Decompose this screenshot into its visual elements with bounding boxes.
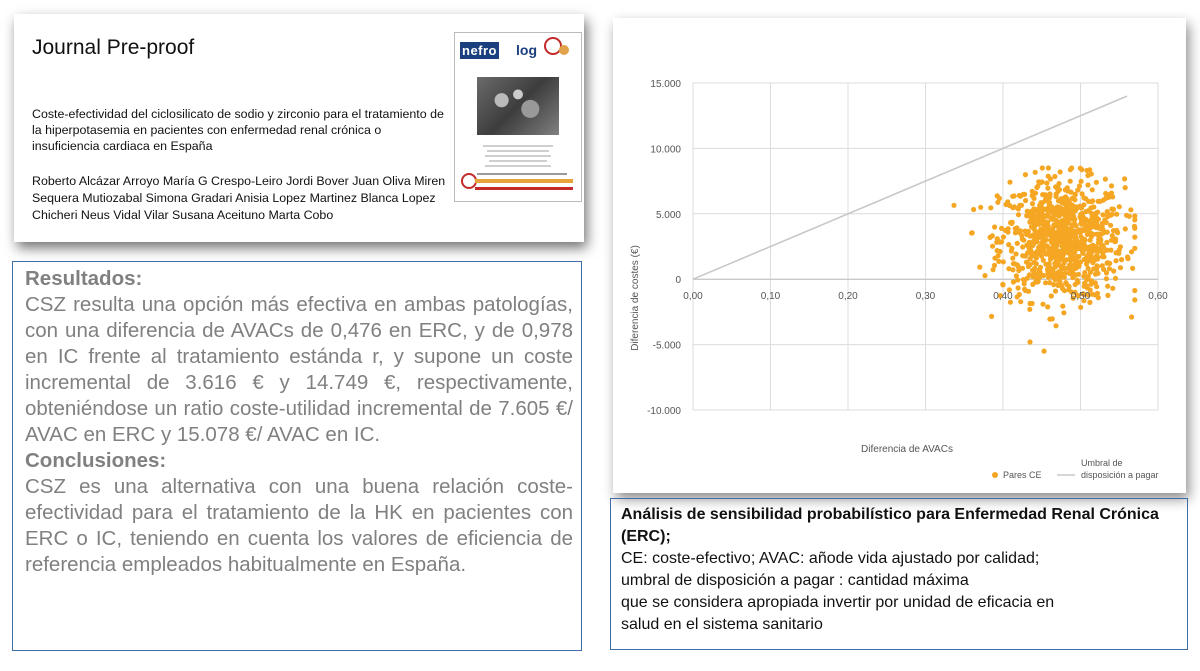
scatter-point (951, 203, 956, 208)
scatter-point (1021, 192, 1026, 197)
scatter-point (1117, 204, 1122, 209)
legend-pares-ce-marker (992, 472, 998, 478)
scatter-point (1130, 266, 1135, 271)
scatter-point (1043, 232, 1048, 237)
scatter-point (1027, 307, 1032, 312)
scatter-point (971, 207, 976, 212)
scatter-point (1028, 250, 1033, 255)
scatter-point (1027, 339, 1032, 344)
scatter-point (1035, 277, 1040, 282)
scatter-point (1113, 276, 1118, 281)
journal-header: Journal Pre-proof (32, 36, 195, 59)
x-tick-label: 0,30 (915, 291, 936, 303)
scatter-point (1034, 233, 1039, 238)
scatter-point (1089, 279, 1094, 284)
scatter-point (1018, 299, 1023, 304)
y-axis-label: Diferencia de costes (€) (630, 245, 641, 351)
scatter-point (1090, 187, 1095, 192)
scatter-point (1067, 237, 1072, 242)
scatter-point (1062, 222, 1067, 227)
scatter-point (1010, 194, 1015, 199)
x-tick-label: 0,20 (838, 291, 858, 303)
scatter-point (1127, 214, 1132, 219)
scatter-point (1068, 179, 1073, 184)
scatter-point (1118, 265, 1123, 270)
scatter-point (1110, 212, 1115, 217)
scatter-point (1132, 246, 1137, 251)
scatter-point (1102, 218, 1107, 223)
scatter-point (990, 233, 995, 238)
scatter-point (1044, 181, 1049, 186)
scatter-point (1024, 232, 1029, 237)
results-text: CSZ resulta una opción más efectiva en ambas patologías, con una diferencia de AVACs de 0,476 en ERC, y de 0,978 en IC frente al tratamiento estánda r, y supone un coste incremental de 3.616 € y 14.749 €, respectivamente, obteniéndose un ratio coste-utilidad incremental de 7.605 €/ AVAC en ERC y 15.078 €/ AVAC en IC. (25, 293, 573, 446)
article-title: Coste-efectividad del ciclosilicato de sodio y zirconio para el tratamiento de la hiperpotasemia en pacientes con enfermedad renal crónica o insuficiencia cardiaca en España (32, 107, 444, 153)
scatter-point (1116, 251, 1121, 256)
scatter-point (1040, 165, 1045, 170)
scatter-point (1132, 226, 1137, 231)
scatter-point (1068, 230, 1073, 235)
scatter-point (1010, 220, 1015, 225)
scatter-point (1000, 282, 1005, 287)
scatter-point (1001, 259, 1006, 264)
scatter-point (1066, 284, 1071, 289)
scatter-point (995, 193, 1000, 198)
scatter-point (982, 273, 987, 278)
scatter-point (1074, 239, 1079, 244)
scatter-point (1110, 286, 1115, 291)
scatter-point (999, 239, 1004, 244)
scatter-point (1033, 228, 1038, 233)
scatter-point (1060, 286, 1065, 291)
scatter-point (1048, 257, 1053, 262)
scatter-point (1062, 242, 1067, 247)
journal-preproof-card (14, 14, 584, 242)
scatter-point (1088, 251, 1093, 256)
scatter-point (1132, 297, 1137, 302)
scatter-point (1099, 231, 1104, 236)
legend-threshold-line1: Umbral de (1081, 458, 1123, 468)
scatter-point (1027, 212, 1032, 217)
scatter-point (1019, 233, 1024, 238)
scatter-point (1104, 270, 1109, 275)
scatter-point (1045, 206, 1050, 211)
scatter-point (1085, 182, 1090, 187)
scatter-point (1119, 257, 1124, 262)
scatter-point (1065, 188, 1070, 193)
scatter-point (1071, 271, 1076, 276)
scatter-point (1014, 225, 1019, 230)
y-tick-label: 15.000 (650, 79, 681, 90)
scatter-point (989, 314, 994, 319)
scatter-point (1123, 185, 1128, 190)
conclusions-heading: Conclusiones: (25, 449, 167, 472)
scatter-point (1122, 176, 1127, 181)
journal-cover-thumbnail (454, 32, 582, 202)
scatter-point (1129, 314, 1134, 319)
scatter-point (1031, 216, 1036, 221)
scatter-point (1034, 261, 1039, 266)
scatter-point (1078, 260, 1083, 265)
scatter-point (1056, 276, 1061, 281)
scatter-point (1123, 226, 1128, 231)
scatter-point (1107, 266, 1112, 271)
scatter-point (1100, 212, 1105, 217)
scatter-point (1128, 207, 1133, 212)
scatter-point (1065, 265, 1070, 270)
scatter-point (1058, 169, 1063, 174)
scatter-point (992, 224, 997, 229)
scatter-point (1085, 231, 1090, 236)
scatter-point (1108, 223, 1113, 228)
scatter-point (1078, 212, 1083, 217)
scatter-point (1038, 180, 1043, 185)
scatter-point (1089, 224, 1094, 229)
scatter-point (1089, 199, 1094, 204)
scatter-point (1043, 192, 1048, 197)
scatter-point (1104, 276, 1109, 281)
scatter-point (1009, 246, 1014, 251)
scatter-point (1103, 196, 1108, 201)
scatter-point (1015, 277, 1020, 282)
scatter-point (1045, 213, 1050, 218)
scatter-point (1032, 224, 1037, 229)
scatter-point (1096, 199, 1101, 204)
scatter-point (1043, 280, 1048, 285)
scatter-point (1067, 207, 1072, 212)
scatter-point (1051, 282, 1056, 287)
scatter-point (1077, 183, 1082, 188)
scatter-point (1033, 170, 1038, 175)
scatter-point (1022, 287, 1027, 292)
scatter-point (1053, 323, 1058, 328)
scatter-point (1016, 285, 1021, 290)
scatter-point (1010, 205, 1015, 210)
scatter-point (1033, 251, 1038, 256)
scatter-chart-panel (613, 18, 1186, 493)
scatter-point (1047, 261, 1052, 266)
y-tick-label: 10.000 (650, 144, 681, 156)
scatter-point (1030, 301, 1035, 306)
scatter-point (1042, 349, 1047, 354)
scatter-point (1063, 202, 1068, 207)
scatter-point (1015, 241, 1020, 246)
scatter-point (1035, 209, 1040, 214)
caption-title: Análisis de sensibilidad probabilístico para Enfermedad Renal Crónica (ERC); (621, 506, 1159, 545)
scatter-point (1090, 244, 1095, 249)
scatter-point (1093, 292, 1098, 297)
scatter-point (1056, 283, 1061, 288)
scatter-point (1073, 282, 1078, 287)
scatter-point (1073, 192, 1078, 197)
scatter-point (1058, 224, 1063, 229)
legend-pares-ce: Pares CE (1003, 470, 1042, 480)
scatter-point (1114, 212, 1119, 217)
scatter-point (1051, 213, 1056, 218)
scatter-point (1074, 206, 1079, 211)
scatter-point (1047, 191, 1052, 196)
scatter-point (1001, 234, 1006, 239)
y-tick-label: -5.000 (652, 340, 681, 352)
scatter-point (1070, 203, 1075, 208)
scatter-point (1132, 235, 1137, 240)
scatter-point (1023, 253, 1028, 258)
scatter-point (1113, 239, 1118, 244)
x-tick-label: 0,00 (683, 291, 703, 303)
scatter-point (999, 226, 1004, 231)
scatter-point (1085, 246, 1090, 251)
scatter-point (1026, 264, 1031, 269)
scatter-point (1069, 165, 1074, 170)
scatter-point (1109, 191, 1114, 196)
scatter-point (1055, 204, 1060, 209)
article-authors: Roberto Alcázar Arroyo María G Crespo-Leiro Jordi Bover Juan Oliva Miren Sequera Mutiozabal Simona Gradari Anisia Lopez Martinez Blanca Lopez Chicheri Neus Vidal Vilar Susana Aceituno Marta Cobo (32, 174, 446, 222)
scatter-point (1062, 198, 1067, 203)
cost-effectiveness-plane-chart (613, 18, 1186, 493)
scatter-point (1023, 198, 1028, 203)
x-tick-label: 0,40 (993, 291, 1013, 303)
caption-line-4: salud en el sistema sanitario (621, 616, 823, 633)
scatter-point (977, 265, 982, 270)
scatter-point (1094, 223, 1099, 228)
scatter-point (1030, 201, 1035, 206)
scatter-point (1007, 180, 1012, 185)
scatter-point (1022, 281, 1027, 286)
scatter-point (1053, 289, 1058, 294)
scatter-point (1010, 256, 1015, 261)
scatter-point (1038, 265, 1043, 270)
scatter-point (1082, 242, 1087, 247)
scatter-point (1050, 226, 1055, 231)
scatter-point (1076, 272, 1081, 277)
scatter-point (1053, 184, 1058, 189)
scatter-point (1105, 260, 1110, 265)
results-heading: Resultados: (25, 267, 143, 290)
scatter-point (1045, 304, 1050, 309)
x-tick-label: 0,60 (1148, 291, 1168, 303)
scatter-point (969, 230, 974, 235)
y-tick-label: -10.000 (647, 406, 681, 417)
scatter-point (1027, 272, 1032, 277)
scatter-point (1115, 230, 1120, 235)
scatter-point (992, 256, 997, 261)
x-tick-label: 0,50 (1070, 291, 1091, 303)
cover-photo (477, 77, 559, 135)
scatter-point (1067, 214, 1072, 219)
legend-threshold-line2: disposición a pagar (1081, 470, 1159, 480)
scatter-point (1060, 304, 1065, 309)
scatter-point (1093, 272, 1098, 277)
scatter-point (1100, 243, 1105, 248)
nefrologia-logo: nefro log (460, 39, 576, 61)
scatter-point (995, 248, 1000, 253)
scatter-point (1086, 208, 1091, 213)
caption-line-1: CE: coste-efectivo; AVAC: añode vida ajustado por calidad; (621, 550, 1040, 567)
scatter-point (1085, 173, 1090, 178)
scatter-point (1020, 266, 1025, 271)
scatter-point (1054, 194, 1059, 199)
scatter-point (1091, 204, 1096, 209)
scatter-point (1038, 200, 1043, 205)
scatter-point (1044, 243, 1049, 248)
scatter-point (1013, 251, 1018, 256)
scatter-point (1090, 212, 1095, 217)
x-tick-label: 0,10 (760, 291, 781, 303)
scatter-point (1125, 256, 1130, 261)
scatter-point (1095, 263, 1100, 268)
conclusions-text: CSZ es una alternativa con una buena relación coste-efectividad para el tratamiento de la HK en pacientes con ERC o IC, teniendo en cuenta los valores de eficiencia de referencia empleados habitualmente en España. (25, 475, 573, 576)
scatter-point (1052, 261, 1057, 266)
scatter-point (1072, 217, 1077, 222)
scatter-point (1103, 177, 1108, 182)
caption-line-3: que se considera apropiada invertir por unidad de eficacia en (621, 594, 1055, 611)
scatter-point (1046, 165, 1051, 170)
scatter-point (988, 205, 993, 210)
scatter-point (1078, 234, 1083, 239)
scatter-point (1072, 197, 1077, 202)
scatter-point (978, 205, 983, 210)
scatter-point (1081, 274, 1086, 279)
scatter-point (1046, 174, 1051, 179)
scatter-point (1132, 213, 1137, 218)
scatter-point (1052, 174, 1057, 179)
scatter-point (1079, 179, 1084, 184)
scatter-point (1100, 250, 1105, 255)
scatter-point (1109, 183, 1114, 188)
scatter-point (1061, 272, 1066, 277)
scatter-point (1039, 205, 1044, 210)
scatter-point (1047, 317, 1052, 322)
scatter-point (1033, 191, 1038, 196)
scatter-point (1015, 262, 1020, 267)
results-box (12, 261, 582, 651)
scatter-point (1062, 235, 1067, 240)
scatter-point (1095, 255, 1100, 260)
scatter-point (1094, 180, 1099, 185)
scatter-point (991, 267, 996, 272)
scatter-point (1045, 186, 1050, 191)
y-tick-label: 0 (675, 275, 681, 287)
scatter-point (1039, 213, 1044, 218)
scatter-point (1105, 284, 1110, 289)
scatter-point (1049, 293, 1054, 298)
scatter-point (1048, 233, 1053, 238)
scatter-point (1076, 227, 1081, 232)
scatter-point (1015, 294, 1020, 299)
scatter-point (1105, 293, 1110, 298)
scatter-point (1027, 256, 1032, 261)
y-tick-label: 5.000 (655, 209, 681, 221)
scatter-point (1040, 302, 1045, 307)
scatter-point (1041, 222, 1046, 227)
scatter-point (1079, 167, 1084, 172)
scatter-point (1049, 240, 1054, 245)
scatter-point (1006, 266, 1011, 271)
scatter-point (990, 244, 995, 249)
scatter-point (1081, 195, 1086, 200)
scatter-point (1095, 210, 1100, 215)
scatter-point (1114, 258, 1119, 263)
scatter-point (1096, 217, 1101, 222)
scatter-point (1109, 206, 1114, 211)
scatter-point (1132, 288, 1137, 293)
scatter-point (1061, 266, 1066, 271)
scatter-point (1016, 212, 1021, 217)
scatter-point (1069, 225, 1074, 230)
scatter-point (1056, 253, 1061, 258)
scatter-point (1050, 267, 1055, 272)
scatter-point (995, 236, 1000, 241)
scatter-point (1038, 273, 1043, 278)
scatter-point (1078, 305, 1083, 310)
caption-line-2: umbral de disposición a pagar : cantidad máxima (621, 572, 969, 589)
scatter-point (1065, 250, 1070, 255)
scatter-point (1061, 310, 1066, 315)
x-axis-label: Diferencia de AVACs (861, 444, 953, 455)
scatter-point (1085, 285, 1090, 290)
chart-caption-box (610, 498, 1188, 650)
scatter-point (1088, 238, 1093, 243)
scatter-point (1023, 172, 1028, 177)
scatter-point (1082, 281, 1087, 286)
scatter-point (1016, 206, 1021, 211)
scatter-point (1034, 185, 1039, 190)
